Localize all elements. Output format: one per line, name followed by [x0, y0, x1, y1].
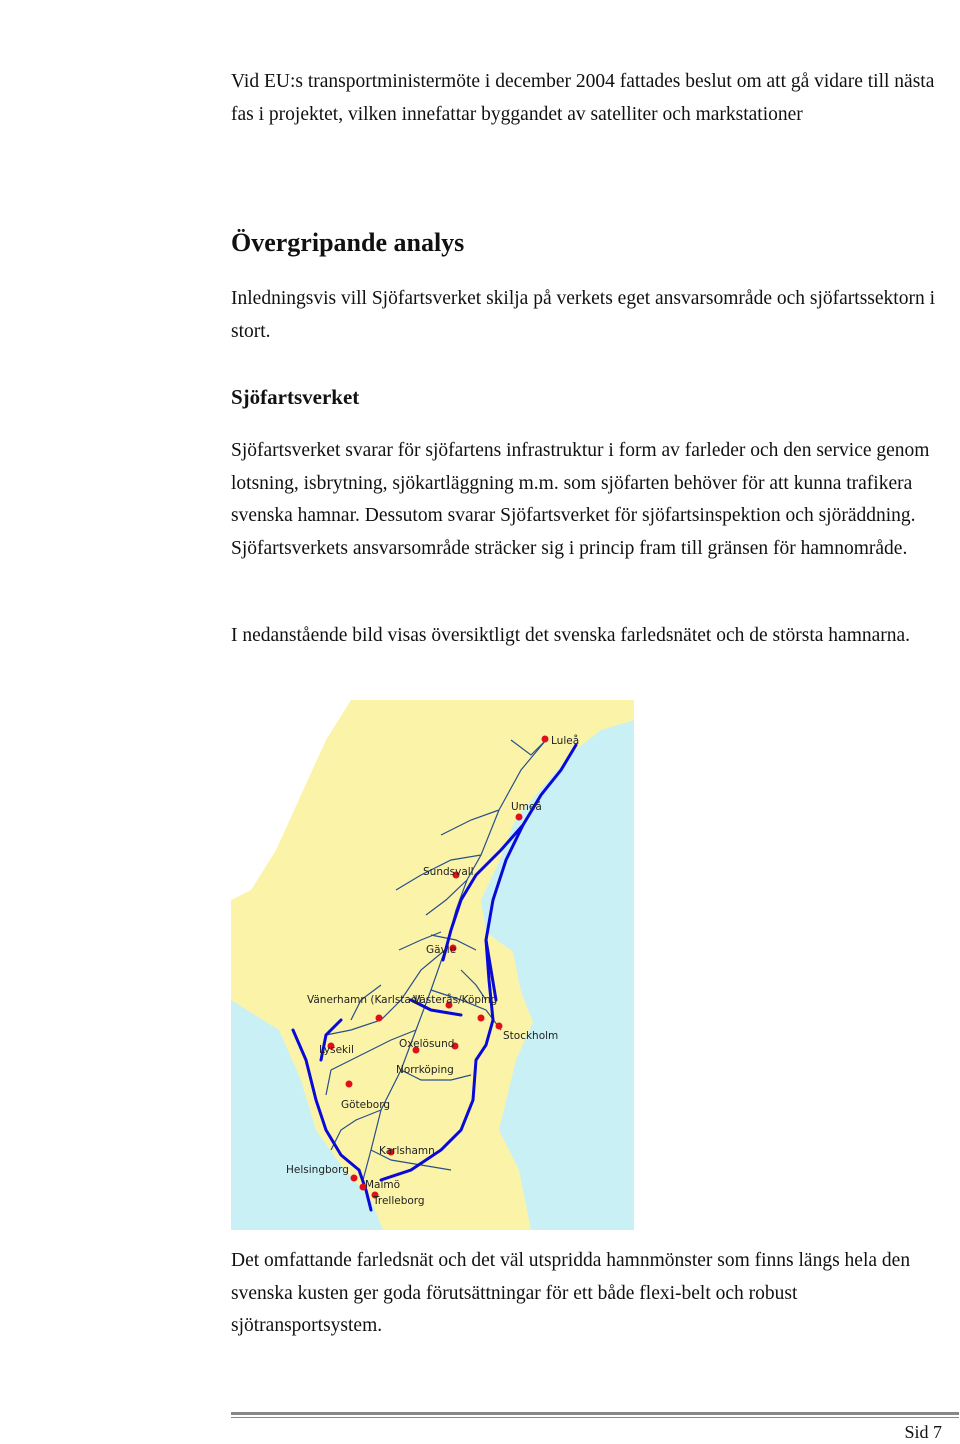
port-dot-lulea — [542, 736, 549, 743]
fairway-map — [231, 700, 634, 1230]
port-dot-helsingborg — [351, 1175, 358, 1182]
port-label-lysekil: Lysekil — [319, 1044, 354, 1056]
subsection-paragraph-2: I nedanstående bild visas översiktligt det svenska farledsnätet och de största hamnarna. — [231, 625, 911, 646]
footer-rule — [231, 1412, 959, 1415]
section-heading: Övergripande analys — [231, 228, 465, 257]
port-label-trelleborg: Trelleborg — [373, 1195, 425, 1207]
port-dot-stockholm — [496, 1023, 503, 1030]
port-label-sundsvall: Sundsvall — [423, 866, 474, 878]
section-intro-paragraph: Inledningsvis vill Sjöfartsverket skilja på verkets eget ansvarsområde och sjöfartssektorn i stort. — [231, 288, 935, 342]
port-label-umea: Umeå — [511, 801, 542, 813]
port-label-lulea: Luleå — [551, 735, 580, 747]
port-label-oxelosund: Oxelösund — [399, 1038, 455, 1050]
port-label-helsingborg: Helsingborg — [286, 1164, 349, 1176]
port-label-goteborg: Göteborg — [341, 1099, 391, 1111]
conclusion-paragraph: Det omfattande farledsnät och det väl utspridda hamnmönster som finns längs hela den svenska kusten ger goda förutsättningar för ett både flexi-belt och robust sjötransportsystem. — [231, 1250, 911, 1336]
footer-rule-thin — [231, 1417, 959, 1418]
port-label-stockholm: Stockholm — [503, 1030, 559, 1042]
port-dot-goteborg — [346, 1081, 353, 1088]
page-number: Sid 7 — [904, 1422, 942, 1442]
port-label-malmo: Malmö — [365, 1179, 401, 1191]
port-dot-karlstad — [376, 1015, 383, 1022]
port-label-gavle: Gävle — [426, 944, 457, 956]
port-label-norrkoping: Norrköping — [396, 1064, 454, 1076]
port-dot-koping — [478, 1015, 485, 1022]
subsection-heading: Sjöfartsverket — [231, 385, 360, 409]
port-label-karlstad: Vänerhamn (Karlstad) — [307, 994, 422, 1006]
port-label-vasteras-koping: Västerås/Köping — [413, 994, 498, 1006]
intro-paragraph: Vid EU:s transportministermöte i december 2004 fattades beslut om att gå vidare till nästa fas i projektet, vilken innefattar byggandet av satelliter och markstationer — [231, 71, 935, 125]
subsection-paragraph-1: Sjöfartsverket svarar för sjöfartens infrastruktur i form av farleder och den service genom lotsning, isbrytning, sjökartläggning m.m. som sjöfarten behöver för att kunna trafikera svenska hamnar. Dessutom svarar Sjöfartsverket för sjöfartsinspektion och sjöräddning. Sjöfartsverkets ansvarsområde sträcker sig i princip fram till gränsen för hamnområde. — [231, 440, 930, 559]
port-label-karlshamn: Karlshamn — [379, 1145, 435, 1157]
port-dot-umea — [516, 814, 523, 821]
